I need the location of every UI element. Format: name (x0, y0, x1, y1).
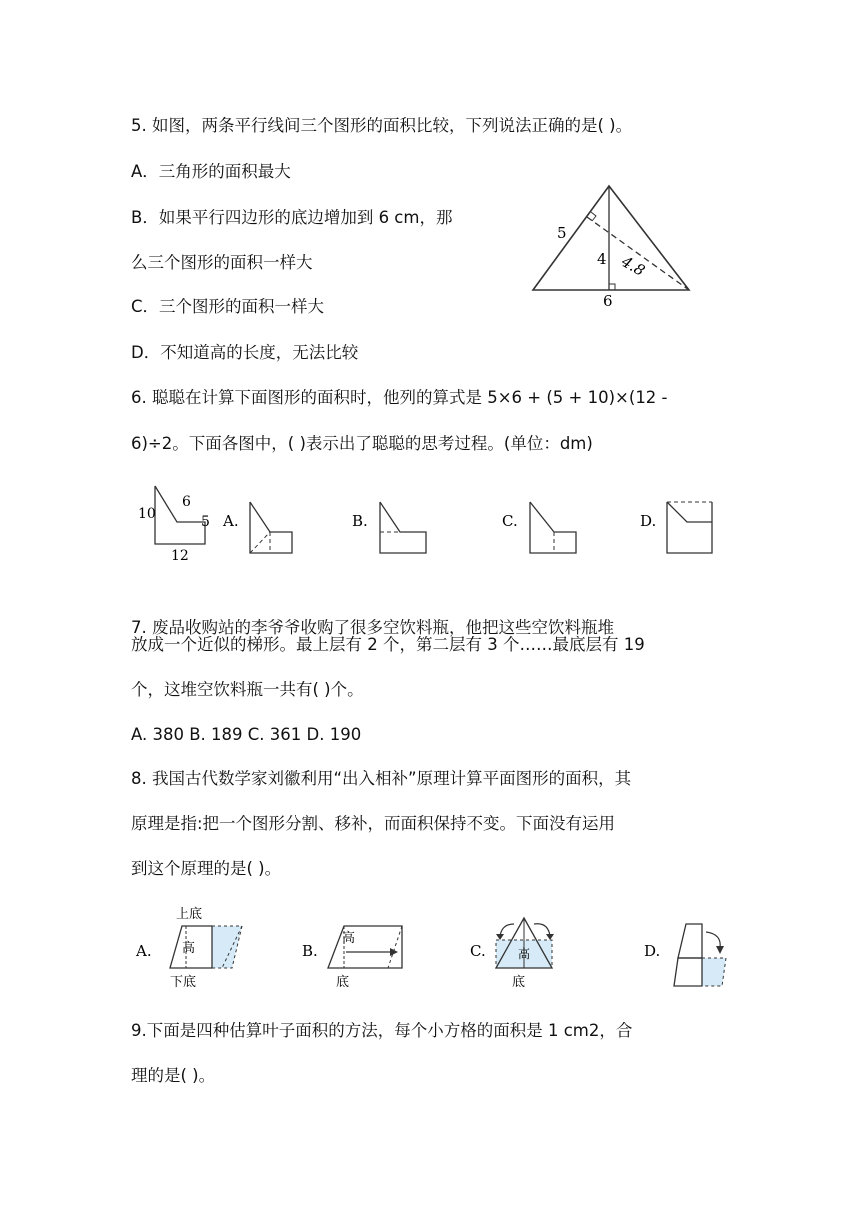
q6-option-c: C. (502, 512, 518, 530)
q8-option-c: C. (470, 942, 486, 960)
q6-stem-line2: 6)÷2。下面各图中，( )表示出了聪聪的思考过程。(单位：dm) (131, 434, 593, 453)
q8-option-d: D. (644, 942, 661, 960)
q7-stem-line3: 个，这堆空饮料瓶一共有( )个。 (131, 680, 364, 699)
q8-label-bottom-base: 下底 (170, 975, 197, 990)
q6-option-b: B. (352, 512, 368, 530)
q9-stem-line1: 9.下面是四种估算叶子面积的方法，每个小方格的面积是 1 cm2，合 (131, 1021, 633, 1040)
q6-option-a: A. (223, 512, 239, 530)
q6-label-top: 6 (182, 494, 191, 510)
q6-label-bottom: 12 (171, 548, 189, 560)
q8-stem-line2: 原理是指:把一个图形分割、移补，而面积保持不变。下面没有运用 (131, 814, 616, 833)
q6-figures (130, 480, 730, 560)
q8-label-height-c: 高 (518, 947, 531, 961)
q5-option-b-line1: B．如果平行四边形的底边增加到 6 cm，那 (131, 208, 453, 227)
q8-figures (130, 900, 730, 995)
q9-stem-line2: 理的是( )。 (131, 1066, 216, 1085)
q8-label-base-b: 底 (336, 975, 350, 990)
q5-label-side: 5 (557, 224, 567, 242)
q5-option-a: A．三角形的面积最大 (131, 162, 291, 181)
q8-label-height-a: 高 (182, 941, 196, 956)
q8-option-b: B. (302, 942, 318, 960)
q7-stem-line1: 7. 废品收购站的李爷爷收购了很多空饮料瓶，他把这些空饮料瓶堆 (131, 618, 614, 637)
q5-option-b-line2: 么三个图形的面积一样大 (131, 253, 313, 272)
q8-label-top-base: 上底 (176, 907, 203, 922)
q6-label-left: 10 (138, 506, 156, 522)
q8-label-height-b: 高 (342, 931, 356, 946)
q5-option-c: C．三个图形的面积一样大 (131, 297, 325, 316)
q5-stem: 5. 如图，两条平行线间三个图形的面积比较，下列说法正确的是( )。 (131, 116, 633, 135)
q5-label-base: 6 (603, 292, 613, 310)
q8-label-base-c: 底 (512, 975, 526, 990)
q5-label-height: 4 (597, 250, 607, 268)
q7-stem-line2: 放成一个近似的梯形。最上层有 2 个，第二层有 3 个……最底层有 19 (131, 635, 645, 654)
q7-options: A. 380 B. 189 C. 361 D. 190 (131, 725, 362, 744)
q8-option-a: A. (136, 942, 152, 960)
q6-option-d: D. (640, 512, 657, 530)
q8-stem-line1: 8. 我国古代数学家刘徽利用“出入相补”原理计算平面图形的面积，其 (131, 769, 632, 788)
q6-label-right: 5 (201, 514, 210, 530)
q8-stem-line3: 到这个原理的是( )。 (131, 859, 282, 878)
q5-option-d: D．不知道高的长度，无法比较 (131, 343, 359, 362)
q6-stem-line1: 6. 聪聪在计算下面图形的面积时，他列的算式是 5×6 + (5 + 10)×(12 - (131, 388, 668, 407)
q5-label-inner: 4.8 (618, 252, 649, 280)
q5-triangle-figure (525, 180, 700, 310)
